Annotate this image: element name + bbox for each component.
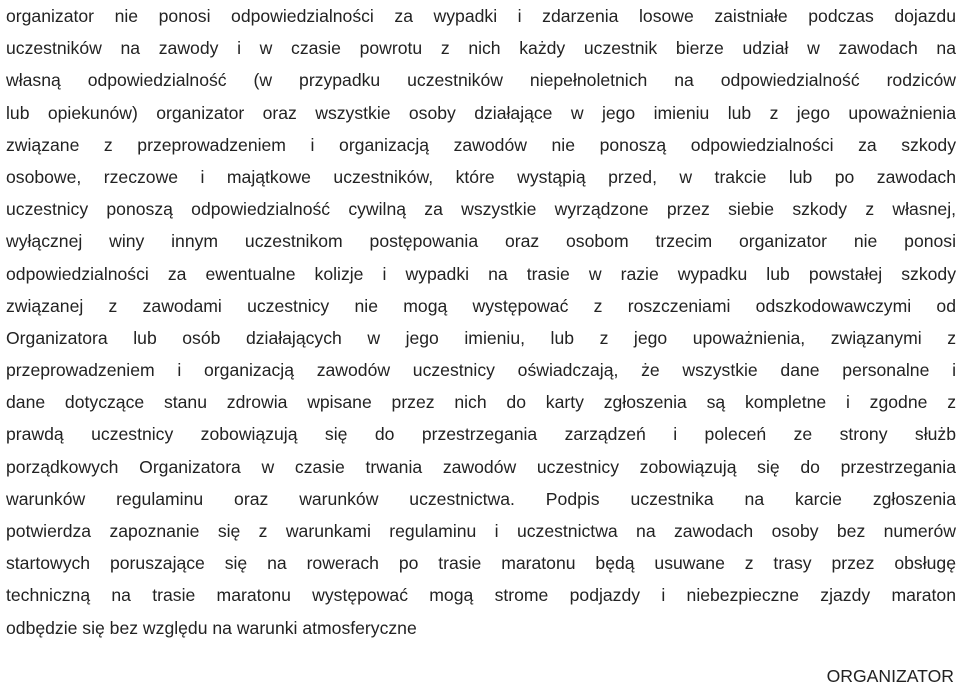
text-line-12: przeprowadzeniem i organizacją zawodów uczestnicy oświadczają, że wszystkie dane personalne i — [6, 360, 956, 381]
text-line-16: warunków regulaminu oraz warunków uczestnictwa. Podpis uczestnika na karcie zgłoszenia — [6, 488, 956, 509]
text-line-6: osobowe, rzeczowe i majątkowe uczestników, które wystąpią przed, w trakcie lub po zawodach — [6, 166, 956, 187]
text-line-7: uczestnicy ponoszą odpowiedzialność cywilną za wszystkie wyrządzone przez siebie szkody z własnej, — [6, 199, 956, 220]
text-line-20: odbędzie się bez względu na warunki atmosferyczne — [6, 617, 417, 638]
text-line-14: prawdą uczestnicy zobowiązują się do przestrzegania zarządzeń i poleceń ze strony służb — [6, 424, 956, 445]
text-line-18: startowych poruszające się na rowerach po trasie maratonu będą usuwane z trasy przez obsługę — [6, 553, 956, 574]
regulations-text — [6, 0, 956, 644]
text-line-13: dane dotyczące stanu zdrowia wpisane przez nich do karty zgłoszenia są kompletne i zgodne z — [6, 392, 956, 413]
text-line-19: techniczną na trasie maratonu występować mogą strome podjazdy i niebezpieczne zjazdy maraton — [6, 585, 956, 606]
text-line-2: uczestników na zawody i w czasie powrotu z nich każdy uczestnik bierze udział w zawodach na — [6, 38, 956, 59]
text-line-15: porządkowych Organizatora w czasie trwania zawodów uczestnicy zobowiązują się do przestrzegania — [6, 456, 956, 477]
text-line-10: związanej z zawodami uczestnicy nie mogą występować z roszczeniami odszkodowawczymi od — [6, 295, 956, 316]
signature-organizator: ORGANIZATOR — [826, 666, 954, 686]
text-line-17: potwierdza zapoznanie się z warunkami regulaminu i uczestnictwa na zawodach osoby bez numerów — [6, 521, 956, 541]
text-line-11: Organizatora lub osób działających w jego imieniu, lub z jego upoważnienia, związanymi z — [6, 327, 956, 348]
text-line-5: związane z przeprowadzeniem i organizacją zawodów nie ponoszą odpowiedzialności za szkody — [6, 134, 956, 155]
text-line-9: odpowiedzialności za ewentualne kolizje i wypadki na trasie w razie wypadku lub powstałej szkody — [6, 263, 956, 284]
text-line-4: lub opiekunów) organizator oraz wszystkie osoby działające w jego imieniu lub z jego upoważnienia — [6, 102, 956, 123]
text-line-3: własną odpowiedzialność (w przypadku uczestników niepełnoletnich na odpowiedzialność rodziców — [6, 70, 956, 91]
text-line-1: organizator nie ponosi odpowiedzialności za wypadki i zdarzenia losowe zaistniałe podczas dojazdu — [6, 6, 956, 26]
text-line-8: wyłącznej winy innym uczestnikom postępowania oraz osobom trzecim organizator nie ponosi — [6, 231, 956, 252]
